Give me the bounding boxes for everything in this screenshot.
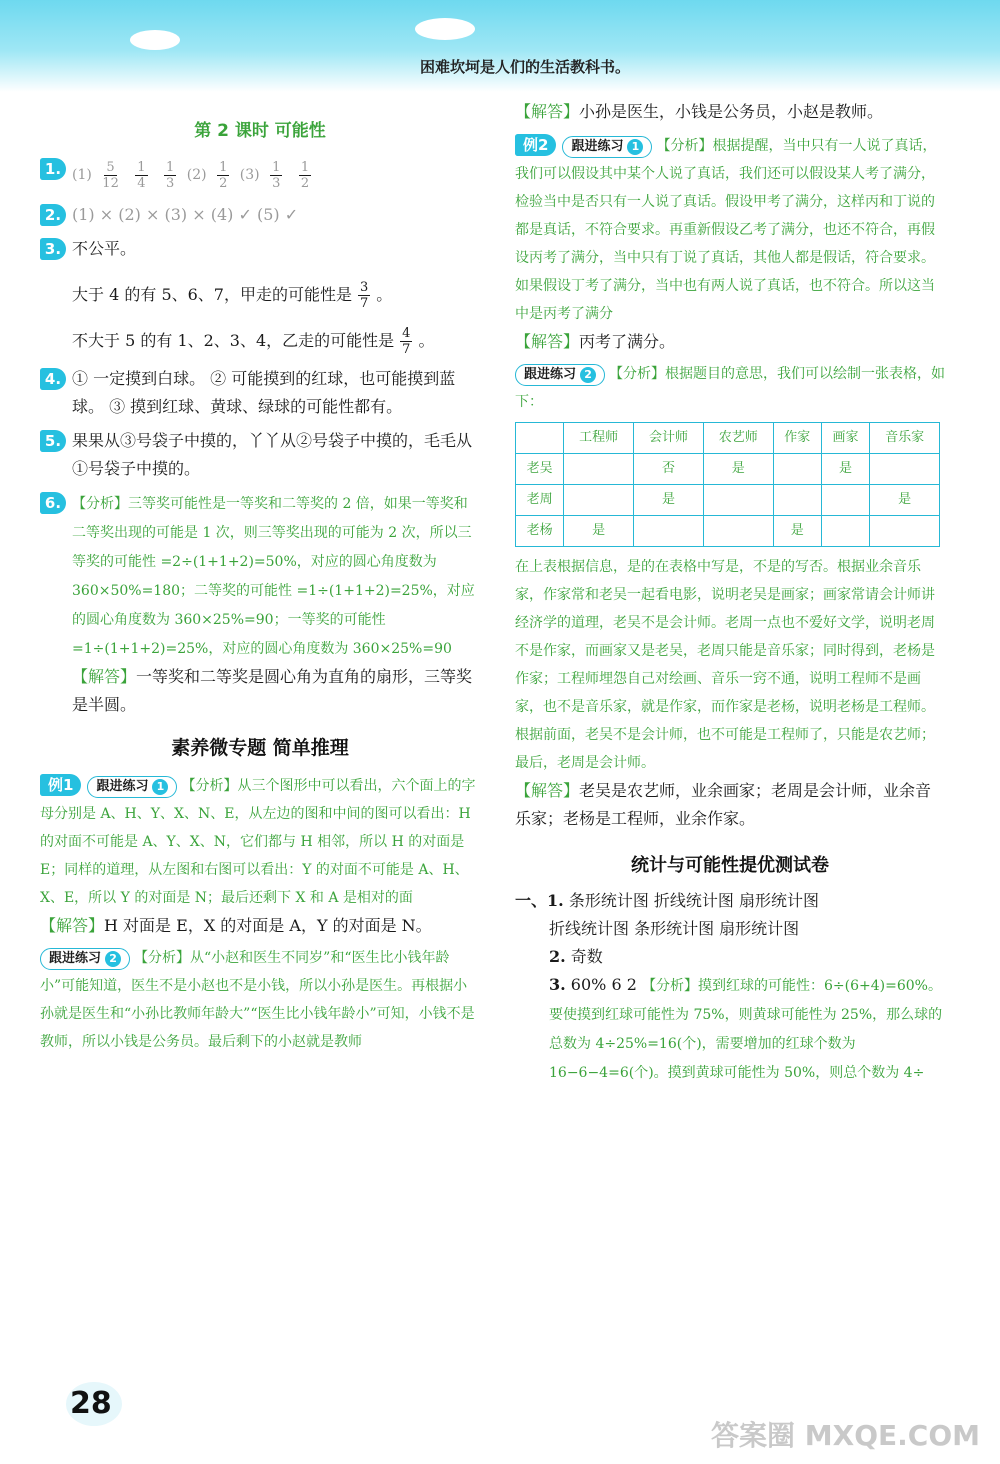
table-header: 作家 (773, 423, 821, 454)
answer-text: H 对面是 E，X 的对面是 A，Y 的对面是 N。 (104, 916, 432, 935)
question-3 (40, 235, 480, 359)
analysis-text: 三等奖可能性是一等奖和二等奖的 2 倍，如果一等奖和二等奖出现的可能是 1 次，则三等奖出现的可能为 2 次，所以三等奖的可能性 =2÷(1+1+2)=50%，对应的圆心角度数为 360×50%=180；二等奖的可能性 =1÷(1+1+2)=25%，对应的圆心角度数为 360×25%=90；一等奖的可能性 =1÷(1+1+2)=25%，对应的圆心角度数为 360×25%=90 (72, 496, 475, 657)
table-cell: 老杨 (516, 516, 564, 547)
watermark: 答案圈 MXQE.COM (711, 1419, 980, 1452)
practice-badge: 跟进练习 2 (515, 364, 605, 386)
question-number: 3. (40, 238, 66, 260)
example-1 (40, 772, 480, 940)
answer-text: 老吴是农艺师，业余画家；老周是会计师，业余音乐家；老杨是工程师，业余作家。 (515, 781, 932, 828)
answer-tag: 【解答】 (40, 916, 105, 935)
item-number: 3. (549, 975, 566, 994)
cloud-decoration (415, 18, 475, 40)
analysis-tag: 【分析】 (656, 138, 713, 154)
fraction: $\frac{1}{3}$ (166, 159, 175, 191)
part-label: (2) (186, 167, 207, 183)
table-row (516, 485, 940, 516)
fraction: $\frac{1}{3}$ (272, 159, 281, 191)
top-answer (515, 98, 945, 126)
practice-badge: 跟进练习 1 (562, 136, 652, 158)
table-cell: 老吴 (516, 454, 564, 485)
question-1 (40, 155, 480, 195)
answer-tag: 【解答】 (515, 332, 580, 351)
table-cell: 老周 (516, 485, 564, 516)
question-5-answer: 果果从③号袋子中摸的，丫丫从②号袋子中摸的，毛毛从①号袋子中摸的。 (72, 431, 473, 478)
lesson-title: 第 2 课时 可能性 (194, 121, 326, 141)
right-column (515, 98, 945, 1087)
table-cell: 是 (821, 454, 869, 485)
cloud-decoration (130, 30, 180, 50)
fraction: $\frac{5}{12}$ (102, 159, 119, 191)
table-cell (773, 485, 821, 516)
page-header (0, 0, 1000, 92)
left-column (40, 98, 480, 1056)
question-5 (40, 427, 480, 483)
table-cell: 是 (703, 454, 773, 485)
analysis-text: 摸到红球的可能性：6÷(6+4)=60%。要使摸到红球可能性为 75%，则黄球可能性为 25%，那么球的总数为 4÷25%=16(个)，需要增加的红球个数为 16−6−4=6(个)。摸到黄球可能性为 50%，则总个数为 4÷ (549, 978, 943, 1081)
answer-text: 小孙是医生，小钱是公务员，小赵是教师。 (579, 102, 884, 121)
header-motto: 困难坎坷是人们的生活教科书。 (419, 58, 630, 76)
answer-line: 折线统计图 条形统计图 扇形统计图 (549, 919, 800, 938)
table-header (516, 423, 564, 454)
analysis-text: 从“小赵和医生不同岁”和“医生比小钱年龄小”可能知道，医生不是小赵也不是小钱，所以小孙是医生。再根据小孙就是医生和“小孙比教师年龄大”“医生比小钱年龄小”可知，小钱不是教师，所以小钱是公务员。最后剩下的小赵就是教师 (40, 950, 475, 1050)
table-cell (870, 454, 940, 485)
table-cell (821, 485, 869, 516)
question-number: 4. (40, 368, 66, 390)
answer-tag: 【解答】 (515, 781, 580, 800)
table-header-row (516, 423, 940, 454)
analysis-text: 在上表根据信息，是的在表格中写是，不是的写否。根据业余音乐家，作家常和老吴一起看电影，说明老吴是画家；画家常请会计师讲经济学的道理，老吴不是会计师。老周一点也不爱好文学，说明老周不是作家，而画家又是老吴，老周只能是音乐家；同时得到，老杨是作家；工程师埋怨自己对绘画、音乐一窍不通，说明工程师不是画家，也不是音乐家，就是作家，而作家是老杨，说明老杨是工程师。根据前面，老吴不是会计师，也不可能是工程师了，只能是农艺师；最后，老周是会计师。 (515, 559, 935, 771)
table-header: 音乐家 (870, 423, 940, 454)
example-label: 例2 (515, 134, 556, 156)
answer-line: 条形统计图 折线统计图 扇形统计图 (568, 891, 819, 910)
table-cell (703, 516, 773, 547)
analysis-intro: 根据题目的意思，我们可以绘制一张表格，如下： (515, 366, 946, 410)
analysis-tag: 【分析】 (72, 496, 128, 512)
example-1-practice-2 (40, 944, 480, 1056)
question-4 (40, 365, 480, 421)
table-cell (703, 485, 773, 516)
answer-line: 奇数 (570, 947, 603, 966)
part-label: (3) (239, 167, 260, 183)
analysis-text: 从三个图形中可以看出，六个面上的字母分别是 A、H、Y、X、N、E，从左边的图和中间的图可以看出：H 的对面不可能是 A、Y、X、N，它们都与 H 相邻，所以 H 的对面是 E；同样的道理，从左图和右图可以看出：Y 的对面不可能是 A、H、X、E，所以 Y 的对面是 N；最后还剩下 X 和 A 是相对的面 (40, 778, 476, 906)
analysis-tag: 【分析】 (641, 978, 698, 994)
part-label: (1) (72, 167, 92, 183)
table-cell: 否 (634, 454, 704, 485)
fraction: $\frac{1}{2}$ (300, 159, 310, 191)
q3-line2: 大于 4 的有 5、6、7，甲走的可能性是 $\frac{3}{7}$ 。 (72, 280, 393, 311)
question-number: 6. (40, 492, 66, 514)
reasoning-table (515, 422, 940, 547)
answer-tag: 【解答】 (72, 667, 137, 686)
table-cell (564, 485, 634, 516)
table-row (516, 454, 940, 485)
table-header: 会计师 (634, 423, 704, 454)
fraction: $\frac{1}{2}$ (219, 159, 228, 191)
table-cell: 是 (870, 485, 940, 516)
analysis-tag: 【分析】 (181, 778, 238, 794)
table-cell: 是 (634, 485, 704, 516)
question-2-answer: (1) × (2) × (3) × (4) ✓ (5) ✓ (72, 205, 299, 224)
table-cell (773, 454, 821, 485)
analysis-tag: 【分析】 (134, 950, 191, 966)
practice-badge: 跟进练习 1 (87, 776, 177, 798)
fraction: $\frac{1}{4}$ (137, 159, 146, 191)
item-number: 2. (549, 947, 566, 966)
question-number: 1. (40, 158, 66, 180)
section-head: 一、1. (515, 891, 564, 910)
question-4-answer: ① 一定摸到白球。 ② 可能摸到的红球，也可能摸到蓝球。 ③ 摸到红球、黄球、绿球的可能性都有。 (72, 369, 456, 416)
q3-line1: 不公平。 (72, 239, 137, 258)
page-number: 28 (70, 1386, 112, 1421)
example-label: 例1 (40, 774, 81, 796)
table-cell: 是 (773, 516, 821, 547)
table-cell: 是 (564, 516, 634, 547)
test-title: 统计与可能性提优测试卷 (631, 855, 829, 876)
answer-text: 一等奖和二等奖是圆心角为直角的扇形，三等奖是半圆。 (72, 667, 473, 714)
analysis-tag: 【分析】 (609, 366, 666, 382)
analysis-text: 根据提醒，当中只有一人说了真话，我们可以假设其中某个人说了真话，我们还可以假设某人考了满分，检验当中是否只有一人说了真话。假设甲考了满分，这样丙和丁说的都是真话，不符合要求。再重新假设乙考了满分，也还不符合，再假设丙考了满分，当中只有丁说了真话，其他人都是假话，符合要求。如果假设丁考了满分，当中也有两人说了真话，也不符合。所以这当中是丙考了满分 (515, 138, 937, 322)
table-cell (870, 516, 940, 547)
test-section-1 (515, 887, 945, 1087)
table-header: 工程师 (564, 423, 634, 454)
question-number: 5. (40, 430, 66, 452)
answer-line: 60% 6 2 (570, 975, 637, 994)
table-row (516, 516, 940, 547)
example-2-practice-2 (515, 360, 945, 833)
table-header: 画家 (821, 423, 869, 454)
question-2 (40, 201, 480, 229)
topic-title: 素养微专题 简单推理 (171, 737, 349, 759)
table-header: 农艺师 (703, 423, 773, 454)
table-cell (564, 454, 634, 485)
answer-text: 丙考了满分。 (579, 332, 676, 351)
question-number: 2. (40, 204, 66, 226)
practice-badge: 跟进练习 2 (40, 948, 130, 970)
q3-line3: 不大于 5 的有 1、2、3、4，乙走的可能性是 $\frac{4}{7}$ 。 (72, 326, 435, 357)
question-6 (40, 489, 480, 719)
answer-tag: 【解答】 (515, 102, 580, 121)
example-2 (515, 132, 945, 356)
table-cell (821, 516, 869, 547)
table-cell (634, 516, 704, 547)
